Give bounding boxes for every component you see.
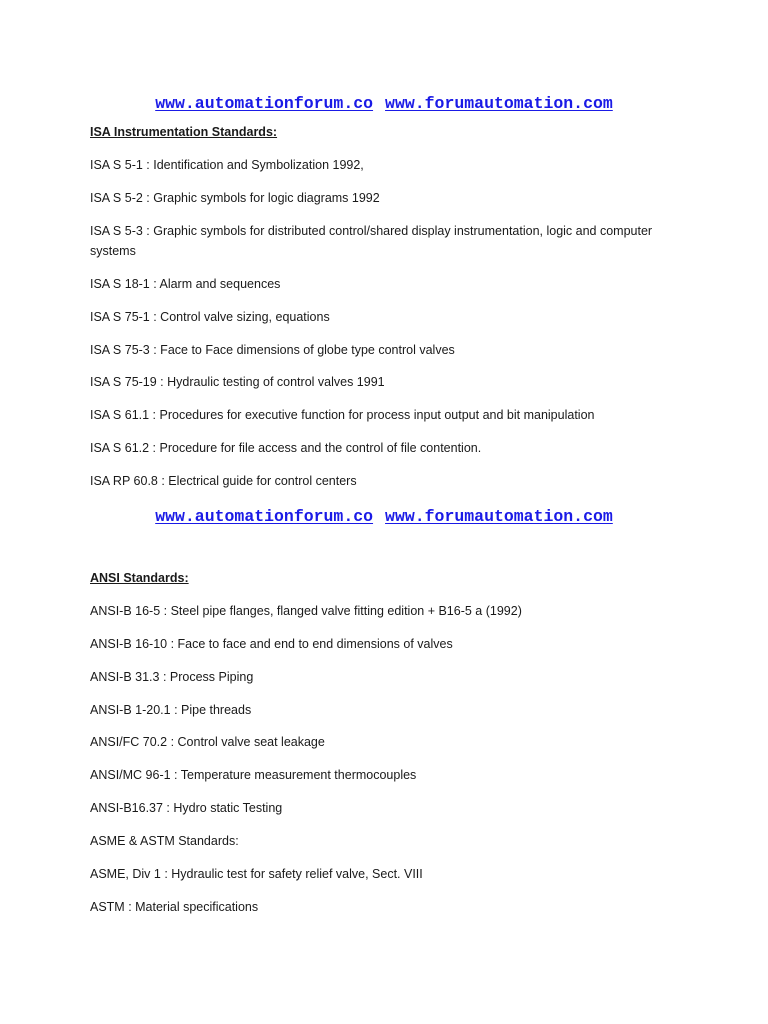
isa-heading: ISA Instrumentation Standards: [90, 125, 278, 139]
isa-item: ISA S 75-1 : Control valve sizing, equations [90, 310, 330, 324]
top-links [0, 94, 768, 114]
automationforum-link[interactable]: www.automationforum.co [155, 507, 374, 526]
isa-item: ISA S 5-2 : Graphic symbols for logic diagrams 1992 [90, 191, 380, 205]
isa-item: ISA S 5-3 : Graphic symbols for distributed control/shared display instrumentation, logic and computer systems [90, 224, 653, 258]
isa-item: ISA S 61.1 : Procedures for executive function for process input output and bit manipulation [90, 408, 595, 422]
ansi-item: ANSI-B16.37 : Hydro static Testing [90, 801, 283, 815]
ansi-item: ANSI-B 31.3 : Process Piping [90, 670, 254, 684]
isa-item: ISA S 75-3 : Face to Face dimensions of globe type control valves [90, 343, 455, 357]
asme-heading: ASME & ASTM Standards: [90, 834, 239, 848]
forumautomation-link[interactable]: www.forumautomation.com [385, 507, 613, 526]
ansi-item: ANSI/MC 96-1 : Temperature measurement thermocouples [90, 768, 417, 782]
asme-item: ASTM : Material specifications [90, 900, 259, 914]
ansi-item: ANSI/FC 70.2 : Control valve seat leakage [90, 735, 325, 749]
ansi-item: ANSI-B 1-20.1 : Pipe threads [90, 703, 252, 717]
isa-item: ISA S 5-1 : Identification and Symbolization 1992, [90, 158, 364, 172]
middle-links [0, 507, 768, 527]
isa-item: ISA S 61.2 : Procedure for file access and the control of file contention. [90, 441, 482, 455]
automationforum-link[interactable]: www.automationforum.co [155, 94, 374, 113]
ansi-item: ANSI-B 16-10 : Face to face and end to end dimensions of valves [90, 637, 453, 651]
ansi-heading: ANSI Standards: [90, 571, 189, 585]
forumautomation-link[interactable]: www.forumautomation.com [385, 94, 613, 113]
asme-item: ASME, Div 1 : Hydraulic test for safety relief valve, Sect. VIII [90, 867, 423, 881]
isa-item: ISA S 18-1 : Alarm and sequences [90, 277, 281, 291]
isa-item: ISA RP 60.8 : Electrical guide for control centers [90, 474, 357, 488]
ansi-item: ANSI-B 16-5 : Steel pipe flanges, flanged valve fitting edition + B16-5 a (1992) [90, 604, 522, 618]
isa-item: ISA S 75-19 : Hydraulic testing of control valves 1991 [90, 375, 385, 389]
